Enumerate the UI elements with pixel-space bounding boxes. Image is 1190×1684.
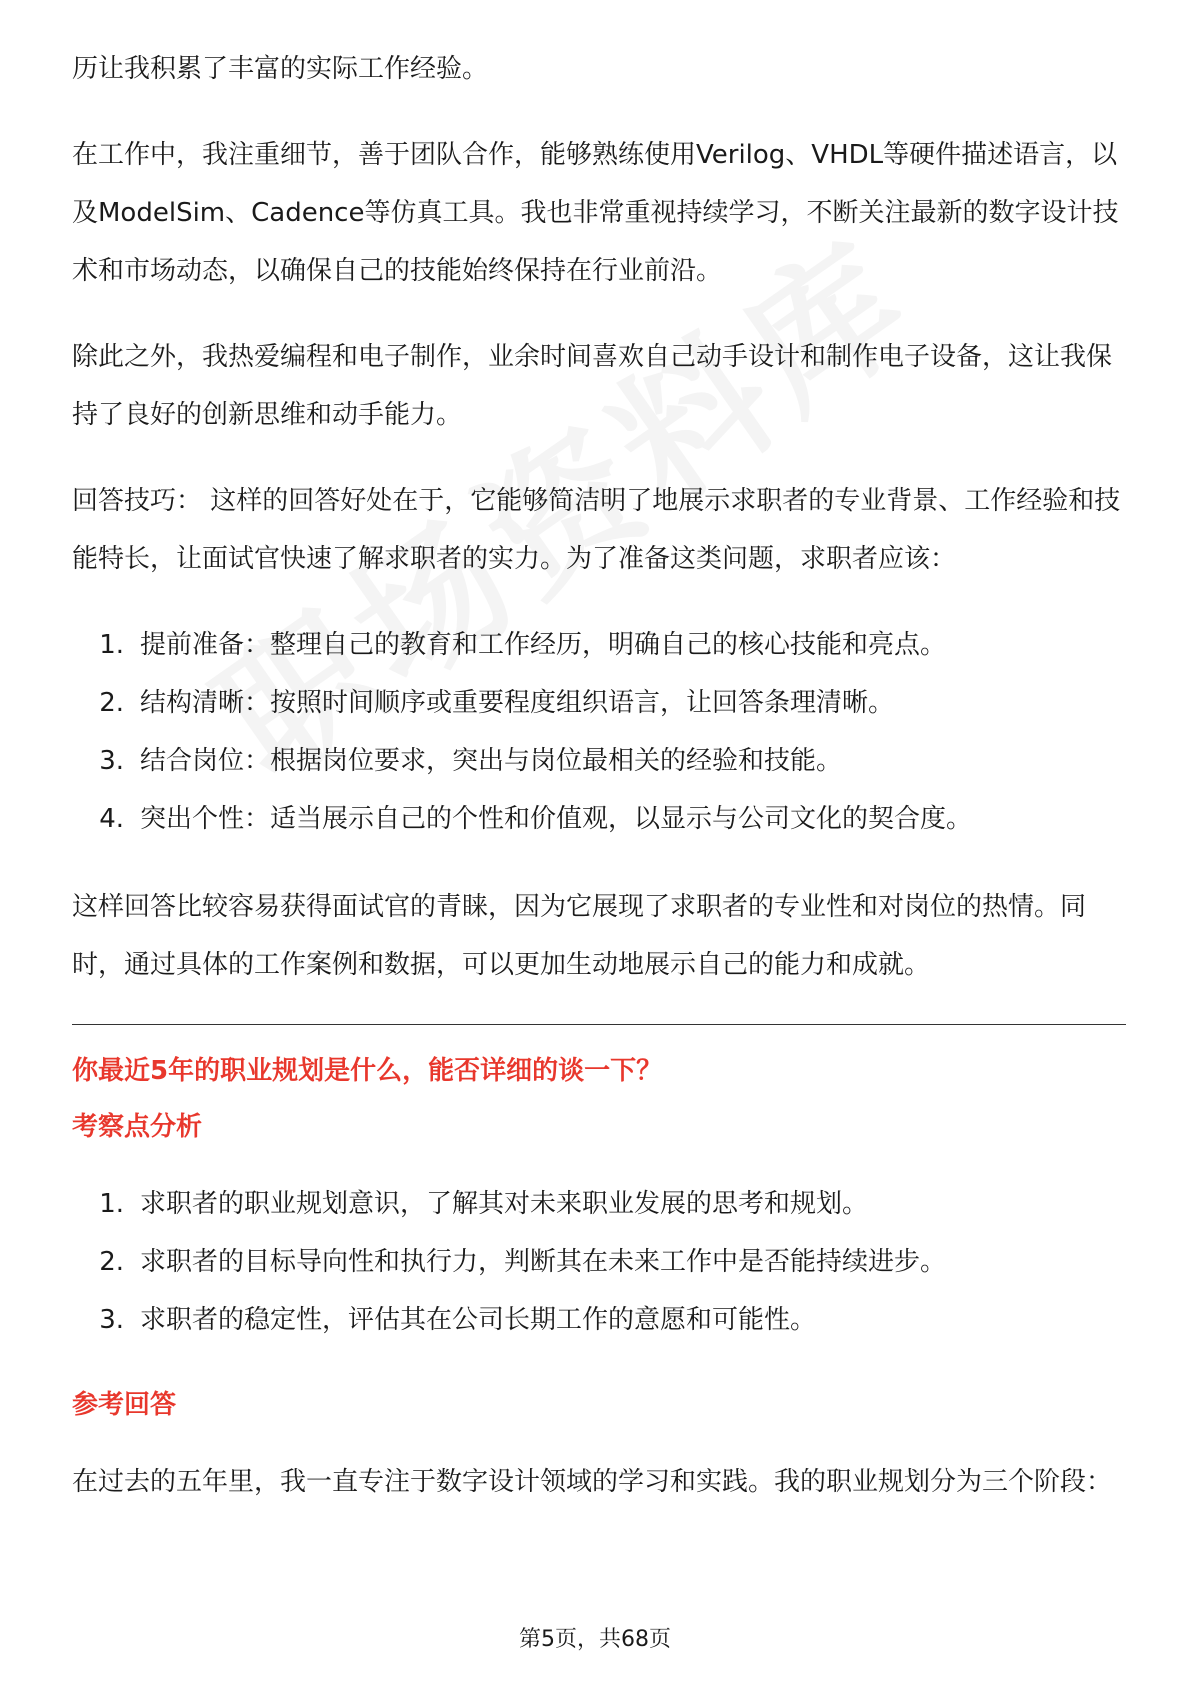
- list-number: 1.: [99, 630, 124, 660]
- paragraph-continuation: 历让我积累了丰富的实际工作经验。: [72, 54, 489, 84]
- list-number: 1.: [99, 1189, 124, 1219]
- list-item: [72, 732, 1126, 790]
- list-text: 结构清晰：按照时间顺序或重要程度组织语言，让回答条理清晰。: [140, 688, 895, 718]
- list-number: 2.: [99, 688, 124, 718]
- page-footer: 第5页，共68页: [519, 1627, 671, 1652]
- tips-list: [72, 616, 1126, 848]
- list-text: 求职者的职业规划意识，了解其对未来职业发展的思考和规划。: [140, 1189, 869, 1219]
- list-item: [72, 1233, 1126, 1291]
- list-text: 求职者的稳定性，评估其在公司长期工作的意愿和可能性。: [140, 1305, 817, 1335]
- paragraph-hobbies: 除此之外，我热爱编程和电子制作，业余时间喜欢自己动手设计和制作电子设备，这让我保持了良好的创新思维和动手能力。: [72, 342, 1113, 430]
- list-text: 求职者的目标导向性和执行力，判断其在未来工作中是否能持续进步。: [140, 1247, 947, 1277]
- list-text: 突出个性：适当展示自己的个性和价值观，以显示与公司文化的契合度。: [140, 804, 973, 834]
- paragraph-reference-answer: 在过去的五年里，我一直专注于数字设计领域的学习和实践。我的职业规划分为三个阶段：: [72, 1467, 1113, 1497]
- list-number: 3.: [99, 746, 124, 776]
- page-content: [72, 40, 1126, 1539]
- list-number: 2.: [99, 1247, 124, 1277]
- list-number: 3.: [99, 1305, 124, 1335]
- analysis-heading: 考察点分析: [72, 1112, 203, 1142]
- list-item: [72, 790, 1126, 848]
- list-text: 结合岗位：根据岗位要求，突出与岗位最相关的经验和技能。: [140, 746, 843, 776]
- list-item: [72, 616, 1126, 674]
- list-text: 提前准备：整理自己的教育和工作经历，明确自己的核心技能和亮点。: [140, 630, 947, 660]
- question-heading: 你最近5年的职业规划是什么，能否详细的谈一下？: [72, 1056, 663, 1086]
- list-number: 4.: [99, 804, 124, 834]
- analysis-list: [72, 1175, 1126, 1349]
- list-item: [72, 1291, 1126, 1349]
- reference-heading: 参考回答: [72, 1390, 177, 1420]
- paragraph-skills: 在工作中，我注重细节，善于团队合作，能够熟练使用Verilog、VHDL等硬件描述语言，以及ModelSim、Cadence等仿真工具。我也非常重视持续学习，不断关注最新的数字设计技术和市场动态，以确保自己的技能始终保持在行业前沿。: [72, 140, 1119, 286]
- paragraph-answer-tips: 回答技巧： 这样的回答好处在于，它能够简洁明了地展示求职者的专业背景、工作经验和技能特长，让面试官快速了解求职者的实力。为了准备这类问题，求职者应该：: [72, 486, 1121, 574]
- list-item: [72, 674, 1126, 732]
- list-item: [72, 1175, 1126, 1233]
- section-divider: [72, 1024, 1126, 1025]
- paragraph-closing: 这样回答比较容易获得面试官的青睐，因为它展现了求职者的专业性和对岗位的热情。同时，通过具体的工作案例和数据，可以更加生动地展示自己的能力和成就。: [72, 892, 1087, 980]
